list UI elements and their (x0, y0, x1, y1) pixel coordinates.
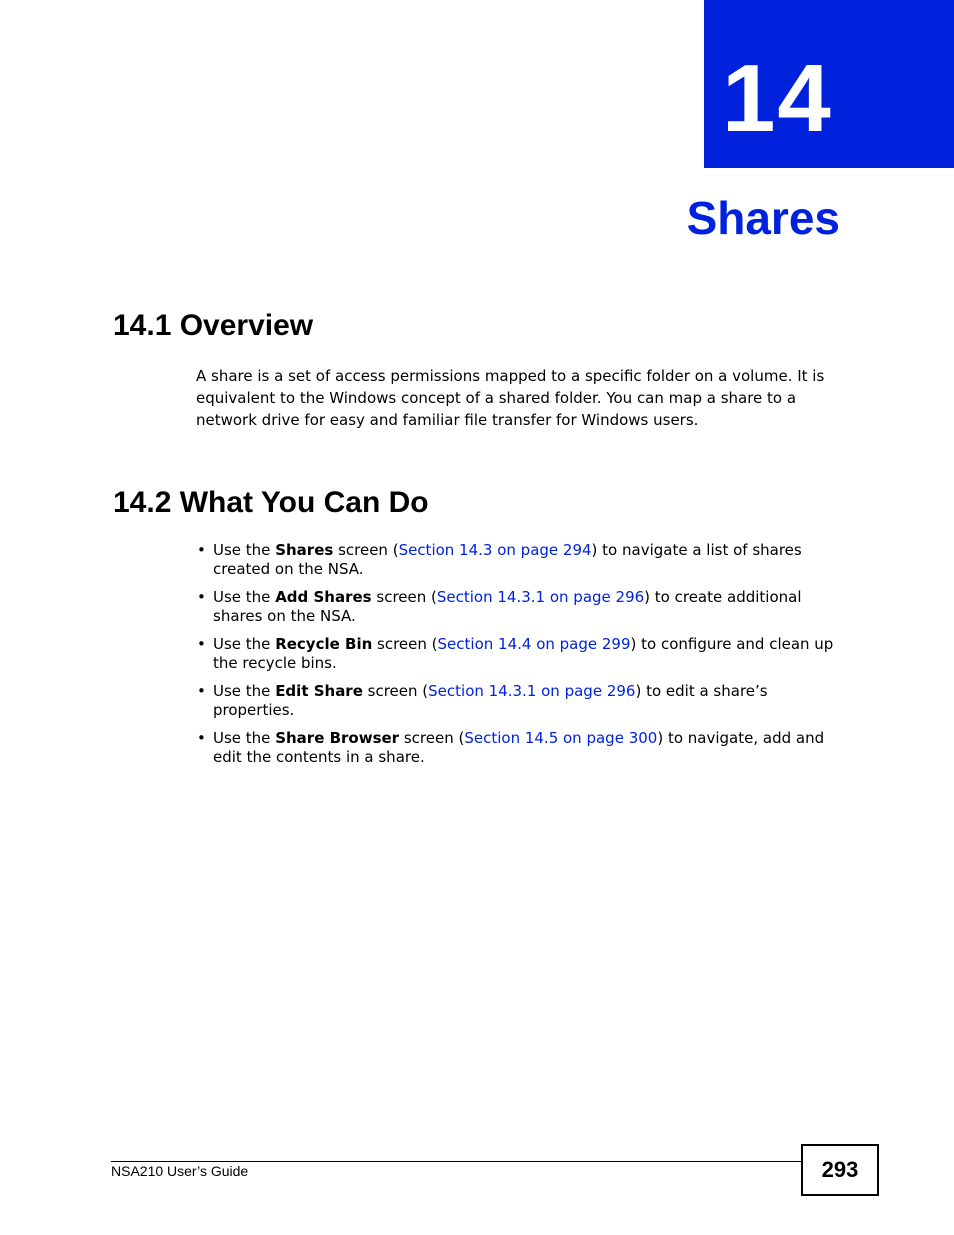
list-item: • Use the Add Shares screen (Section 14.3.1 on page 296) to create additional shares on the NSA. (197, 588, 802, 625)
screen-name: Shares (275, 541, 334, 559)
chapter-title: Shares (686, 192, 840, 244)
section-link[interactable]: Section 14.3 on page 294 (398, 541, 592, 559)
section-link[interactable]: Section 14.5 on page 300 (464, 729, 658, 747)
screen-name: Add Shares (275, 588, 372, 606)
page-number: 293 (801, 1144, 879, 1196)
list-item: • Use the Edit Share screen (Section 14.3.1 on page 296) to edit a share’s properties. (197, 682, 768, 719)
screen-name: Share Browser (275, 729, 400, 747)
overview-paragraph: A share is a set of access permissions mapped to a specific folder on a volume. It is equivalent to the Windows concept of a shared folder. You can map a share to a network drive for easy and familiar file transfer for Windows users. (196, 367, 825, 429)
bullet-icon: • (197, 541, 206, 559)
list-item: • Use the Recycle Bin screen (Section 14.4 on page 299) to configure and clean up the recycle bins. (197, 635, 834, 672)
section-heading-overview: 14.1 Overview (113, 309, 314, 342)
footer-guide-title: NSA210 User’s Guide (111, 1163, 249, 1179)
bullet-icon: • (197, 588, 206, 606)
bullet-icon: • (197, 635, 206, 653)
section-link[interactable]: Section 14.3.1 on page 296 (436, 588, 645, 606)
bullet-icon: • (197, 729, 206, 747)
list-item: • Use the Share Browser screen (Section 14.5 on page 300) to navigate, add and edit the contents in a share. (197, 729, 825, 766)
footer-rule (111, 1161, 801, 1162)
screen-name: Edit Share (275, 682, 363, 700)
chapter-number: 14 (722, 45, 833, 152)
section-link[interactable]: Section 14.4 on page 299 (437, 635, 631, 653)
list-item: • Use the Shares screen (Section 14.3 on page 294) to navigate a list of shares created on the NSA. (197, 541, 802, 578)
what-you-can-do-list (196, 541, 846, 776)
section-heading-what-you-can-do: 14.2 What You Can Do (113, 486, 429, 519)
section-link[interactable]: Section 14.3.1 on page 296 (428, 682, 636, 700)
bullet-icon: • (197, 682, 206, 700)
screen-name: Recycle Bin (275, 635, 373, 653)
